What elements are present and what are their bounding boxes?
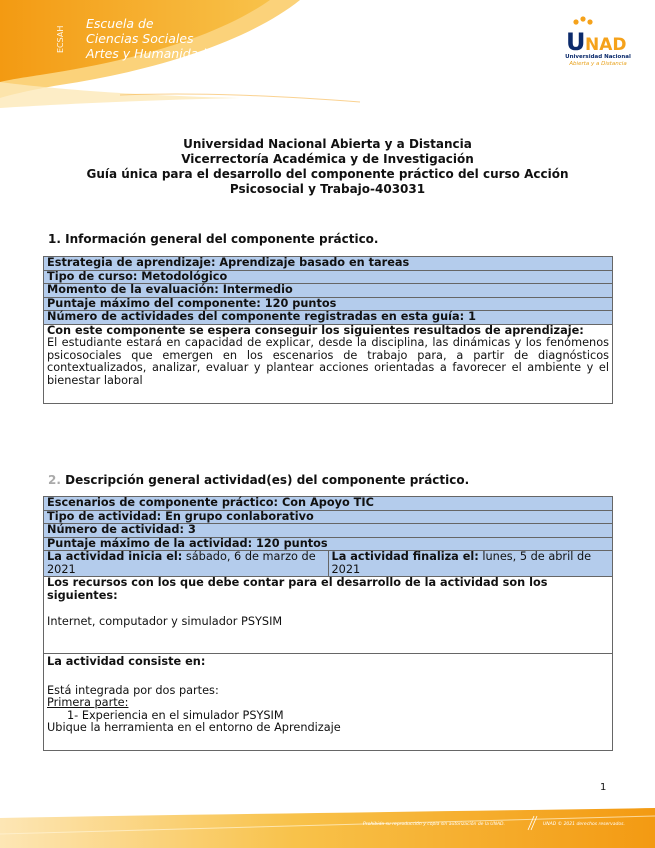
learning-results-heading: Con este componente se espera conseguir los siguientes resultados de aprendizaje: [47,323,584,337]
activity-cell [44,654,613,751]
footer-copyright-notice: Prohibida su reproducción y copia sin autorización de la UNAD. [363,822,505,827]
table-row: Momento de la evaluación: Intermedio [44,284,613,298]
table-row: Número de actividad: 3 [44,524,613,538]
svg-text:U: U [566,28,586,56]
resources-cell [44,577,613,654]
activity-step: 1- Experiencia en el simulador PSYSIM [67,708,284,722]
activity-text: Está integrada por dos partes: [47,683,219,697]
table-row: Puntaje máximo de la actividad: 120 puntos [44,537,613,551]
activity-part-label: Primera parte: [47,696,129,709]
section1-heading: 1. Información general del componente práctico. [48,232,379,246]
learning-results-text: El estudiante estará en capacidad de explicar, desde la disciplina, las dinámicas y los fenómenos psicosociales que emergen en los escenarios de trabajo para, a partir de diagnósticos contextualizados, analizar, evaluar y plantear acciones orientadas a favorecer el ambiente y el bienestar laboral [47,336,609,387]
table-row: Escenarios de componente práctico: Con Apoyo TIC [44,497,613,511]
footer-rights: UNAD © 2021 derechos reservados. [543,822,625,827]
resources-text: Internet, computador y simulador PSYSIM [47,615,283,628]
section2-heading: 2. Descripción general actividad(es) del componente práctico. [48,473,470,487]
resources-heading: Los recursos con los que debe contar para el desarrollo de la actividad son los siguientes: [47,576,548,602]
svg-text:NAD: NAD [585,35,627,55]
section2-table [43,496,613,751]
table-row: Estrategia de aprendizaje: Aprendizaje basado en tareas [44,257,613,271]
activity-heading: La actividad consiste en: [47,655,206,668]
page-number: 1 [600,782,607,793]
activity-text: Ubique la herramienta en el entorno de Aprendizaje [47,721,341,734]
table-row: Puntaje máximo del componente: 120 puntos [44,297,613,311]
logo-caption: Universidad Nacional Abierta y a Distancia [565,54,631,67]
end-date-cell: La actividad finaliza el: lunes, 5 de abril de 2021 [328,551,613,577]
table-row: Tipo de curso: Metodológico [44,270,613,284]
footer-banner [0,808,655,848]
table-row: Tipo de actividad: En grupo conlaborativo [44,510,613,524]
start-date-cell: La actividad inicia el: sábado, 6 de marzo de 2021 [44,551,329,577]
school-name: Escuela de Ciencias Sociales Artes y Humanidades [86,16,221,61]
school-abbrev: ECSAH [56,25,65,53]
learning-results-cell [44,324,613,403]
table-row: Número de actividades del componente registradas en esta guía: 1 [44,311,613,325]
document-title: Universidad Nacional Abierta y a Distancia Vicerrectoría Académica y de Investigación Guía única para el desarrollo del componente práctico del curso Acción Psicosocial y Trabajo-403031 [86,137,569,196]
section1-table [43,256,613,404]
